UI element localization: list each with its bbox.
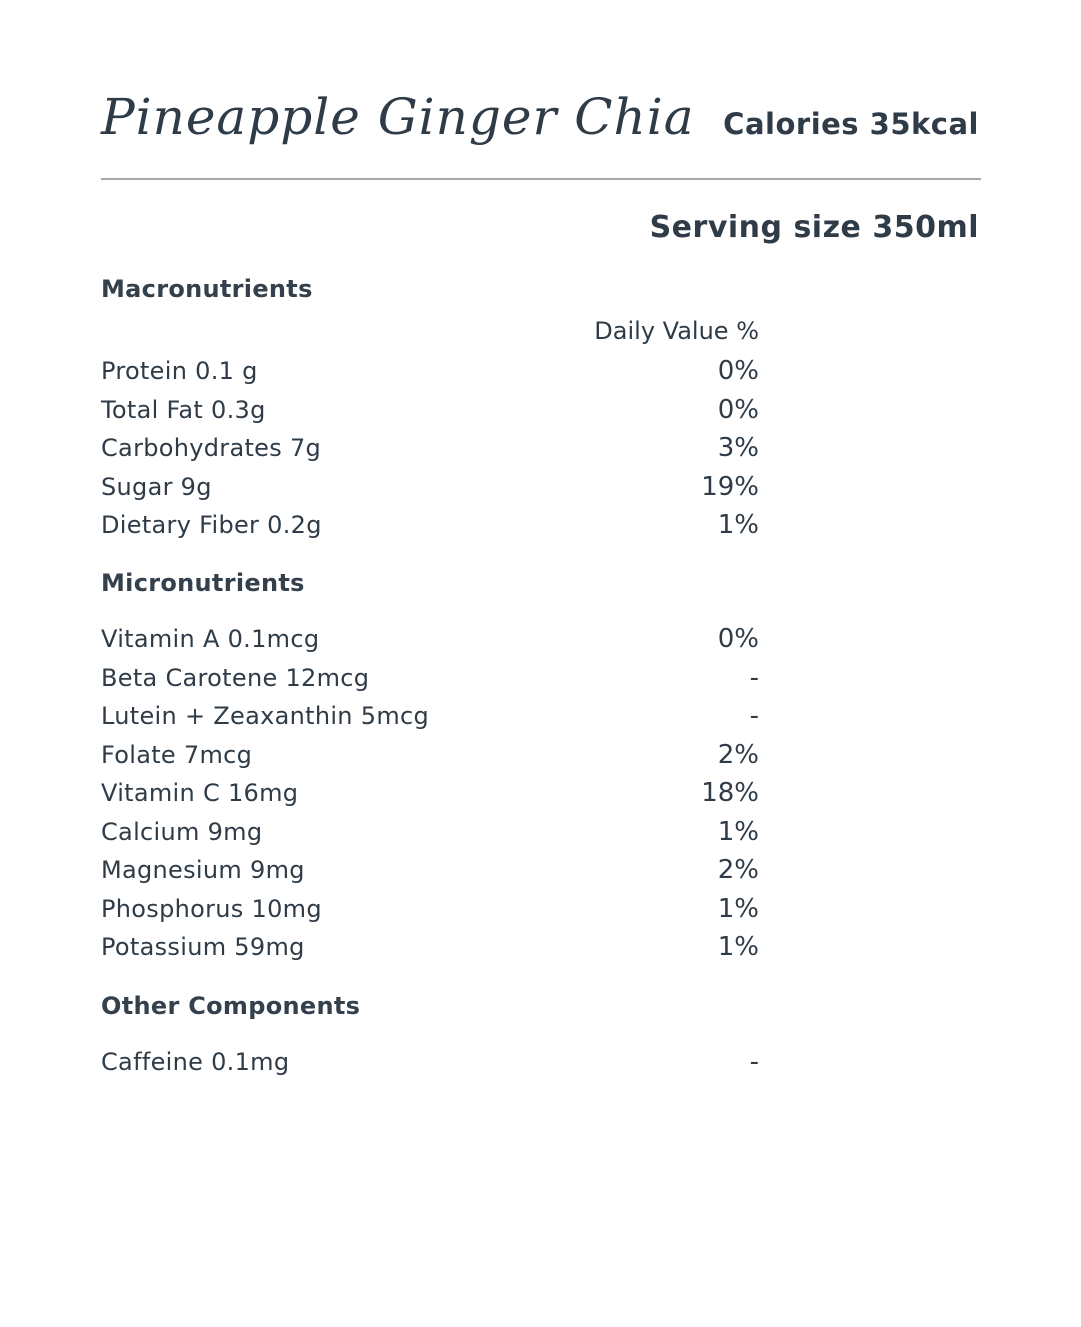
nutrient-name: Sugar 9g bbox=[101, 472, 212, 501]
nutrient-name: Dietary Fiber 0.2g bbox=[101, 511, 322, 539]
nutrient-name: Carbohydrates 7g bbox=[101, 434, 322, 462]
nutrient-name: Protein 0.1 g bbox=[101, 357, 258, 385]
list-item bbox=[101, 393, 759, 432]
section-heading-macronutrients: Macronutrients bbox=[101, 275, 313, 303]
nutrient-daily-value: - bbox=[749, 701, 759, 731]
nutrient-daily-value: 1% bbox=[717, 510, 759, 540]
nutrient-daily-value: 19% bbox=[701, 471, 759, 502]
section-heading-other-components: Other Components bbox=[101, 992, 361, 1020]
nutrient-name: Potassium 59mg bbox=[101, 933, 305, 961]
list-item bbox=[101, 738, 759, 777]
nutrient-daily-value: 3% bbox=[717, 433, 759, 463]
nutrient-name: Beta Carotene 12mcg bbox=[101, 663, 370, 692]
nutrient-daily-value: - bbox=[749, 662, 759, 693]
nutrient-daily-value: - bbox=[749, 1047, 759, 1077]
list-item bbox=[101, 815, 759, 854]
nutrient-name: Calcium 9mg bbox=[101, 817, 263, 846]
macronutrients-list bbox=[101, 354, 759, 547]
nutrient-name: Vitamin C 16mg bbox=[101, 779, 299, 807]
nutrient-daily-value: 0% bbox=[717, 624, 759, 654]
calories-value: Calories 35kcal bbox=[723, 107, 979, 141]
nutrient-daily-value: 1% bbox=[717, 893, 759, 924]
other-components-list bbox=[101, 1045, 759, 1084]
nutrient-name: Total Fat 0.3g bbox=[101, 395, 266, 424]
list-item bbox=[101, 508, 759, 547]
list-item bbox=[101, 699, 759, 738]
nutrition-label bbox=[101, 0, 981, 1327]
list-item bbox=[101, 1045, 759, 1084]
list-item bbox=[101, 892, 759, 931]
nutrient-daily-value: 0% bbox=[717, 356, 759, 386]
list-item bbox=[101, 470, 759, 509]
nutrient-daily-value: 2% bbox=[717, 739, 759, 770]
nutrient-daily-value: 18% bbox=[701, 778, 759, 808]
nutrient-name: Lutein + Zeaxanthin 5mcg bbox=[101, 702, 430, 730]
list-item bbox=[101, 930, 759, 969]
micronutrients-list bbox=[101, 622, 759, 969]
nutrient-daily-value: 1% bbox=[717, 932, 759, 962]
product-title: Pineapple Ginger Chia bbox=[101, 88, 695, 146]
list-item bbox=[101, 661, 759, 700]
section-heading-micronutrients: Micronutrients bbox=[101, 569, 305, 597]
nutrient-daily-value: 2% bbox=[717, 855, 759, 885]
serving-size: Serving size 350ml bbox=[649, 210, 979, 245]
nutrient-name: Vitamin A 0.1mcg bbox=[101, 625, 320, 653]
list-item bbox=[101, 622, 759, 661]
list-item bbox=[101, 776, 759, 815]
nutrient-daily-value: 1% bbox=[717, 816, 759, 847]
list-item bbox=[101, 431, 759, 470]
nutrient-name: Magnesium 9mg bbox=[101, 856, 305, 884]
nutrient-name: Folate 7mcg bbox=[101, 740, 253, 769]
header-divider bbox=[101, 178, 981, 180]
nutrient-daily-value: 0% bbox=[717, 394, 759, 425]
list-item bbox=[101, 354, 759, 393]
label-header bbox=[101, 84, 981, 154]
list-item bbox=[101, 853, 759, 892]
nutrient-name: Caffeine 0.1mg bbox=[101, 1048, 290, 1076]
daily-value-header: Daily Value % bbox=[594, 317, 759, 345]
nutrient-name: Phosphorus 10mg bbox=[101, 894, 322, 923]
